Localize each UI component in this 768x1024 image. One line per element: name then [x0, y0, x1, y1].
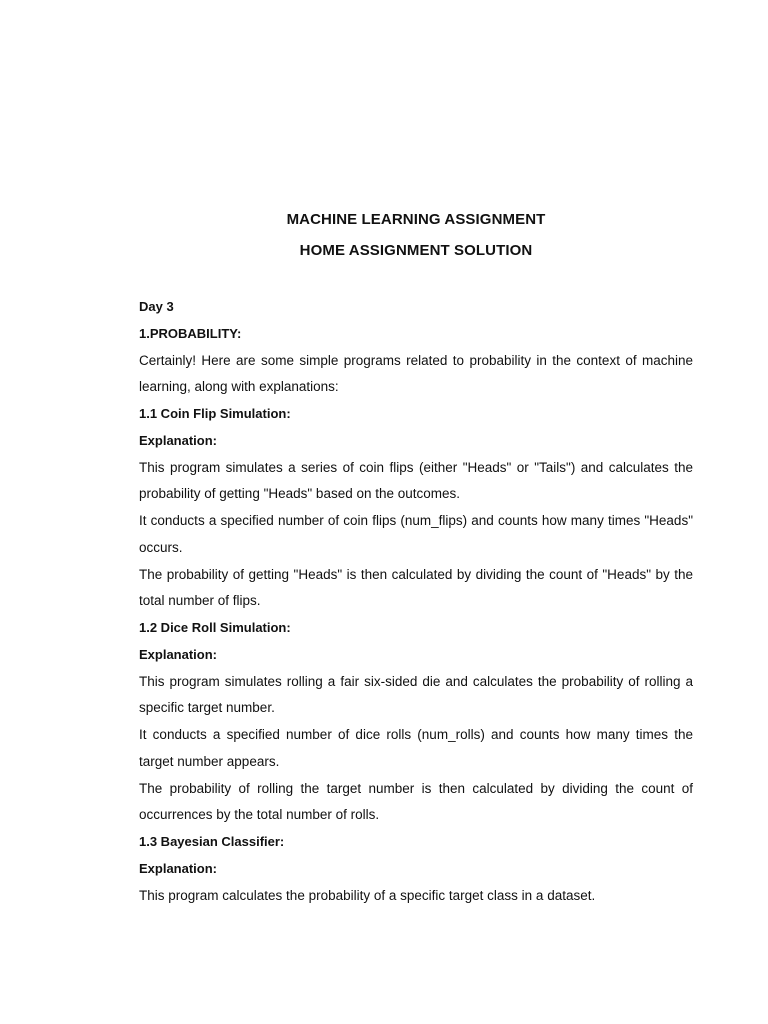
explanation-label: Explanation:: [139, 860, 218, 876]
subsection-heading-bayesian: 1.3 Bayesian Classifier:: [139, 834, 285, 849]
explanation-label: Explanation:: [139, 432, 218, 448]
subsection-heading-dice-roll: 1.2 Dice Roll Simulation:: [139, 620, 291, 635]
document-subtitle: HOME ASSIGNMENT SOLUTION: [299, 242, 533, 259]
paragraph: It conducts a specified number of coin flips (num_flips) and counts how many times "Heads" occurs.: [139, 513, 693, 555]
subsection-heading-coin-flip: 1.1 Coin Flip Simulation:: [139, 406, 291, 421]
intro-paragraph: Certainly! Here are some simple programs related to probability in the context of machine learning, along with explanations:: [139, 352, 693, 395]
document-body: [139, 294, 693, 909]
day-label: Day 3: [139, 299, 174, 314]
paragraph: This program simulates a series of coin flips (either "Heads" or "Tails") and calculates the probability of getting "Heads" based on the outcomes.: [139, 459, 693, 502]
paragraph: This program simulates rolling a fair six-sided die and calculates the probability of rolling a specific target number.: [139, 673, 693, 716]
section-heading: 1.PROBABILITY:: [139, 325, 242, 341]
paragraph: The probability of getting "Heads" is then calculated by dividing the count of "Heads" by the total number of flips.: [139, 566, 693, 609]
paragraph: It conducts a specified number of dice rolls (num_rolls) and counts how many times the target number appears.: [139, 727, 693, 769]
paragraph: The probability of rolling the target number is then calculated by dividing the count of occurrences by the total number of rolls.: [139, 780, 693, 823]
paragraph: This program calculates the probability of a specific target class in a dataset.: [139, 887, 596, 903]
document-title: MACHINE LEARNING ASSIGNMENT: [286, 211, 546, 228]
explanation-label: Explanation:: [139, 646, 218, 662]
